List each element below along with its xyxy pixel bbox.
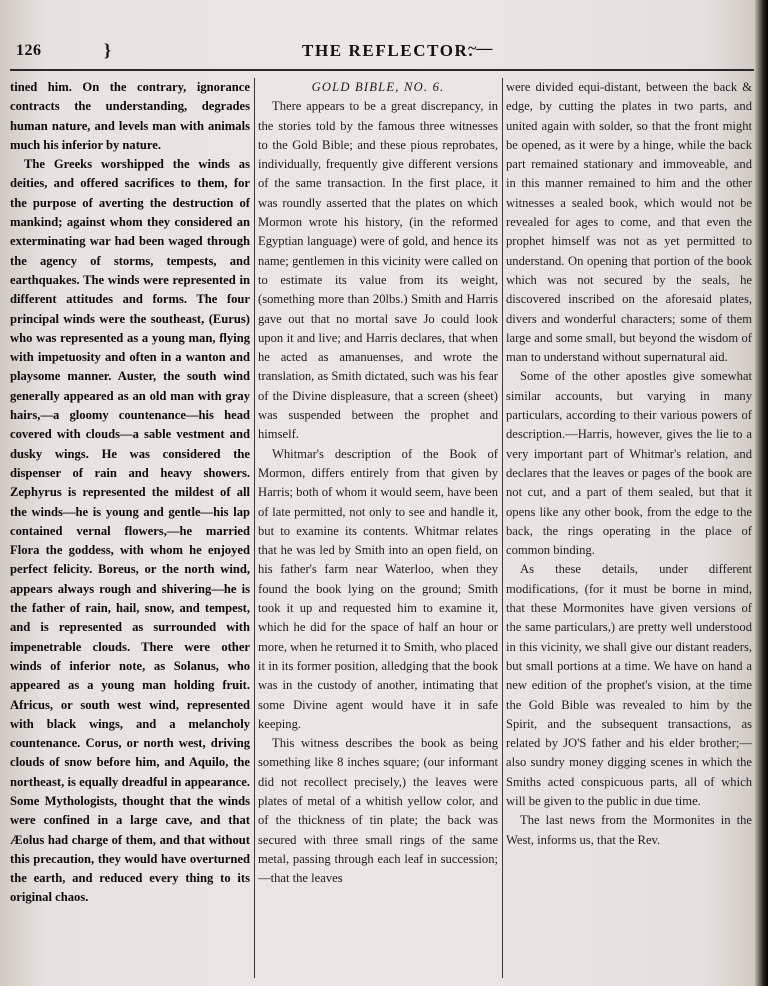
paragraph: This witness describes the book as being something like 8 inches square; (our informant did not recollect precisely,) the leaves were plates of metal of a whitish yellow color, and of the thickness of tin plate; the back was secured with three small rings of the same metal, passing through each leaf in succession;—that the leaves [258,736,498,886]
paragraph: As these details, under different modifications, (for it must be borne in mind, that these Mormonites have given versions of the same particulars,) are pretty well understood in this vicinity, we shall give our distant readers, but small portions at a time. We have on hand a new edition of the prophet's vision, at the time the Gold Bible was revealed to him by the Spirit, and the subsequent transactions, as related by JO'S father and his elder brother;—also sundry money digging scenes in which the Smiths acted conspicuous parts, all of which will be given to the public in due time. [506,562,752,808]
column-left [10,78,250,978]
paragraph: Whitmar's description of the Book of Mormon, differs entirely from that given by Harris; both of whom it would seem, have been of late permitted, not only to see and handle it, but to examine its contents. Whitmar relates that he was led by Smith into an open field, on his father's farm near Waterloo, when they found the book lying on the ground; Smith took it up and requested him to examine it, which he did for the space of half an hour or more, when he returned it to Smith, who placed it in its former position, alledging that the book was in the custody of another, intimating that some Divine agent would have it in safe keeping. [258,446,498,731]
paragraph: were divided equi-distant, between the back & edge, by cutting the plates in two parts, and united again with solder, so that the front might be opened, as it were by a hinge, while the back part remained stationary and immoveable, and in this manner remained to him and the other witnesses a sealed book, which would not be revealed for ages to come, and that even the prophet himself was not as yet permitted to understand. On opening that portion of the book which was not secured by the seals, he discovered inscribed on the aforesaid plates, divers and wonderful characters; some of them large and some small, but beyond the wisdom of man to understand without supernatural aid. [506,80,752,365]
columns [10,78,752,978]
page-edge-shadow [754,0,768,986]
paragraph: There appears to be a great discrepancy, in the stories told by the famous three witnesses to the Gold Bible; and these pious reprobates, individually, frequently give different versions of the same transaction. In the first place, it was roundly asserted that the plates on which Mormon wrote his history, (in the reformed Egyptian language) were of gold, and hence its name; gentlemen in this vicinity were called on to estimate its value from its weight, (something more than 20lbs.) Smith and Harris gave out that no mortal save Jo could look upon it and live; and Harris declares, that when he acted as amanuenses, and wrote the translation, as Smith dictated, such was his fear of the Divine displeasure, that a screen (sheet) was suspended between the prophet and himself. [258,99,498,442]
header-rule [10,69,754,71]
header-mark: } [104,40,112,60]
header-dash: ~— [468,40,493,57]
paragraph: Some of the other apostles give somewhat similar accounts, but varying in many particulars, according to their various powers of description.—Harris, however, gives the lie to a very important part of Whitmar's relation, and declares that the leaves or pages of the book are not cut, and a part of them sealed, but that it opens like any other book, from the edge to the back, the rings operating in the place of common binding. [506,369,752,558]
article-title: GOLD BIBLE, NO. 6. [311,80,445,94]
column-middle [258,78,498,978]
paragraph: The last news from the Mormonites in the West, informs us, that the Rev. [506,813,752,847]
paragraph: The Greeks worshipped the winds as deities, and offered sacrifices to them, for the purpose of averting the destruction of mankind; against whom they considered an exterminating war had been waged through the agency of storms, tempests, and earthquakes. The winds were represented in different attitudes and forms. The four principal winds were the southeast, (Eurus) who was represented as a young man, flying with impetuosity and often in a wanton and playsome manner. Auster, the south wind generally appeared as an old man with gray hairs,—a gloomy countenance—his head covered with clouds—a sable vestment and dusky wings. He was considered the dispenser of rain and heavy showers. Zephyrus is represented the mildest of all the winds—he is young and gentle—his lap contained vernal flowers,—he married Flora the goddess, with whom he enjoyed perfect felicity. Boreus, or the north wind, appears always rough and shivering—he is the father of rain, hail, snow, and tempest, and is represented as surrounded with impenetrable clouds. There were other winds of inferior note, as Solanus, who appeared as a young man holding fruit. Africus, or south west wind, represented with black wings, and a melancholy countenance. Corus, or north west, driving clouds of snow before him, and Aquilo, the northeast, is equally dreadful in appearance. Some Mythologists, thought that the winds were confined in a large cave, and that Æolus had charge of them, and that without this precaution, they would have overturned the earth, and reduced every thing to its original chaos. [10,157,250,905]
running-title: THE REFLECTOR. [302,41,475,60]
paragraph: tined him. On the contrary, ignorance contracts the understanding, degrades human nature, and levels man with animals much his inferior by nature. [10,80,250,152]
page-header [12,40,752,64]
page-number: 126 [16,42,42,59]
column-right [506,78,752,978]
